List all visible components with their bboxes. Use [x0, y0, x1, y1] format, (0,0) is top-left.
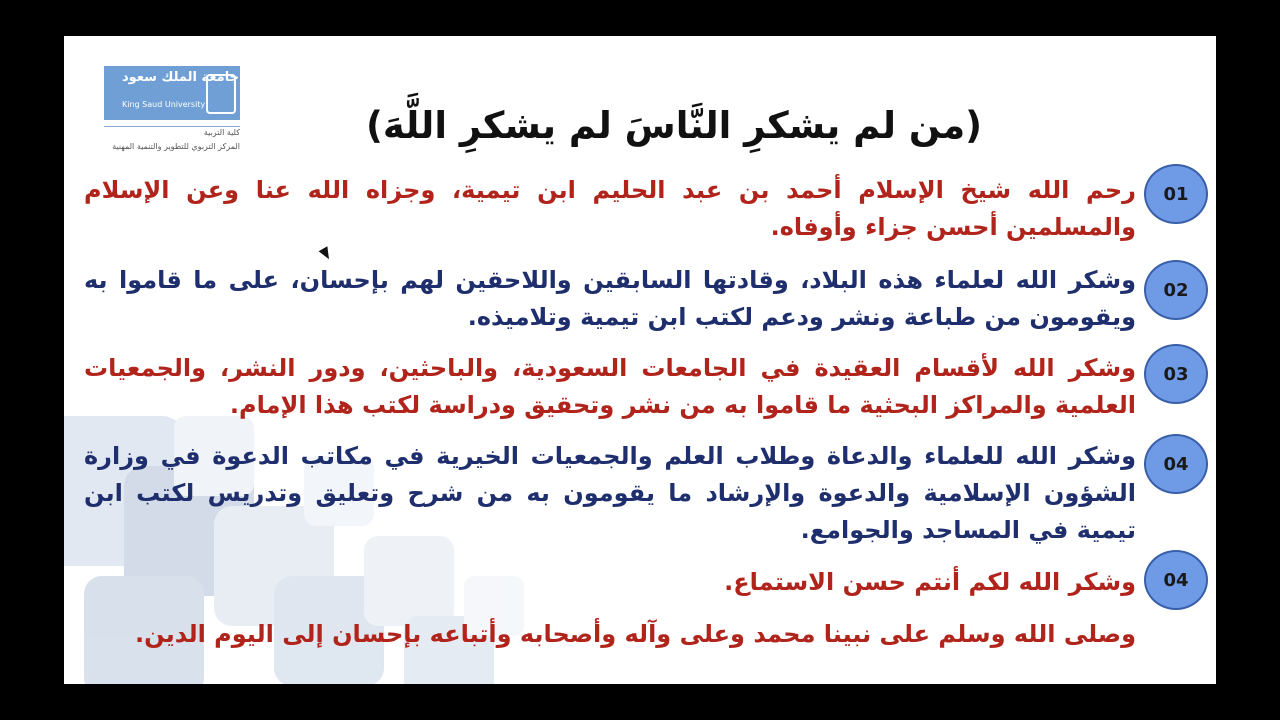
presentation-slide: [64, 36, 1216, 684]
logo-divider: [104, 126, 240, 127]
item-badge-2: 02: [1144, 260, 1208, 320]
item-text-5: وشكر الله لكم أنتم حسن الاستماع.: [724, 568, 1136, 596]
item-text-2: وشكر الله لعلماء هذه البلاد، وقادتها السابقين واللاحقين لهم بإحسان، على ما قاموا به ويقومون من طباعة ونشر ودعم لكتب ابن تيمية وتلاميذه.: [84, 266, 1136, 331]
item-text-4: وشكر الله للعلماء والدعاة وطلاب العلم والجمعيات الخيرية في مكاتب الدعوة في وزارة الشؤون الإسلامية والدعوة والإرشاد ما يقومون به من شرح وتعليق وتدريس لكتب ابن تيمية في المساجد والجوامع.: [84, 442, 1136, 544]
item-badge-3: 03: [1144, 344, 1208, 404]
logo-center: المركز التربوي للتطوير والتنمية المهنية: [112, 142, 240, 151]
logo-english-name: King Saud University: [122, 100, 206, 109]
zoom-watermark: zoom: [1098, 648, 1208, 688]
king-saud-university-logo: [104, 66, 244, 156]
item-text-1: رحم الله شيخ الإسلام أحمد بن عبد الحليم ابن تيمية، وجزاه الله عنا وعن الإسلام والمسلمين أحسن جزاء وأوفاه.: [84, 176, 1136, 241]
logo-banner: [104, 66, 240, 120]
slide-title: (من لم يشكرِ النَّاسَ لم يشكرِ اللَّهَ): [365, 104, 983, 147]
item-text-3: وشكر الله لأقسام العقيدة في الجامعات السعودية، والباحثين، ودور النشر، والجمعيات العلمية والمراكز البحثية ما قاموا به من نشر وتحقيق ودراسة لكتب هذا الإمام.: [84, 354, 1136, 419]
item-badge-1: 01: [1144, 164, 1208, 224]
logo-arabic-name: جامعة الملك سعود: [122, 70, 239, 85]
item-badge-5: 04: [1144, 550, 1208, 610]
closing-text: وصلى الله وسلم على نبينا محمد وعلى وآله وأصحابه وأتباعه بإحسان إلى اليوم الدين.: [134, 620, 1136, 648]
university-seal-icon: [206, 74, 236, 114]
item-badge-4: 04: [1144, 434, 1208, 494]
logo-college: كلية التربية: [203, 128, 240, 137]
